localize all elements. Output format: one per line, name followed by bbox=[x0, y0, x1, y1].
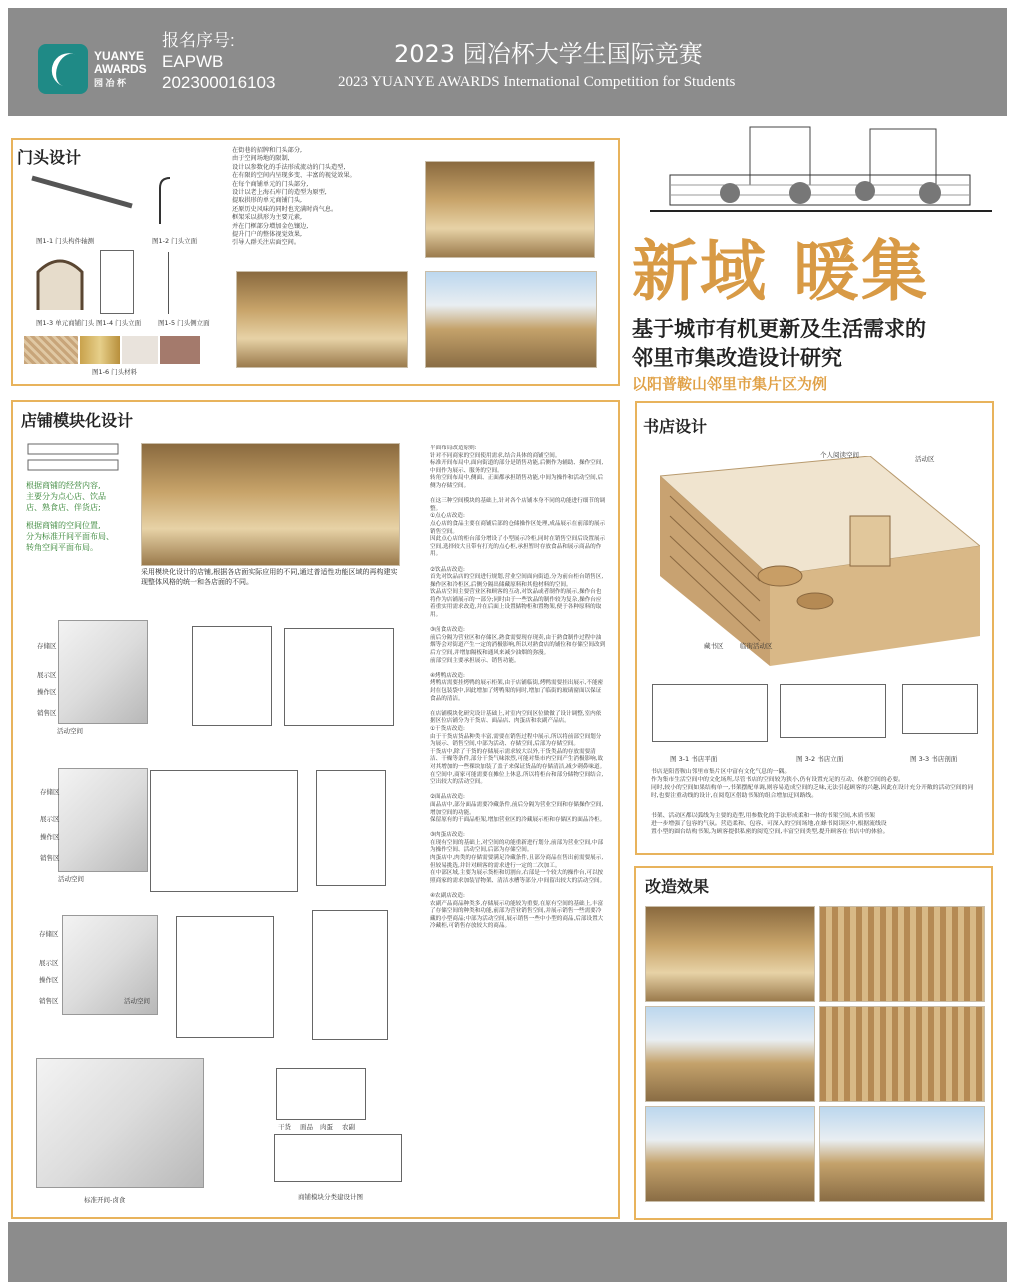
module-elevations-drawing bbox=[274, 1134, 402, 1182]
module-plan-3 bbox=[176, 916, 274, 1038]
module-iso-1 bbox=[58, 620, 148, 724]
competition-title-cn: 2023 园冶杯大学生国际竞赛 bbox=[394, 40, 703, 68]
bookstore-paragraph-2: 书架、活动区都以弧线为主要的造型,用参数化的手法形成柔和一体的书架空间,木质书架 进一步增强了包容的气氛。营造柔和、包容、可深入的空间场地,在蜂书阅读区中,根据流线设 置小型的圆台结构书架,为顾客提供私密的阅览空间,丰富空间类型,提升顾客在书店中的体验。 bbox=[651, 813, 889, 835]
door-design-title: 门头设计 bbox=[17, 148, 82, 167]
kind-noodles: 面品 bbox=[300, 1123, 313, 1131]
door-render-2 bbox=[236, 271, 408, 368]
door-caption-4: 图1-4 门头立面 bbox=[96, 319, 142, 327]
module-plans-drawing bbox=[276, 1068, 366, 1120]
effect-render-1 bbox=[645, 906, 815, 1002]
kind-farm-produce: 农副 bbox=[342, 1123, 355, 1131]
shop-layout-text: 根据商铺的空间位置, 分为标准开间平面布局、 转角空间平面布局。 bbox=[26, 521, 114, 552]
material-swatch-wood bbox=[24, 336, 78, 364]
material-swatch-gold bbox=[80, 336, 120, 364]
iso2-label-storage: 存储区 bbox=[40, 788, 60, 796]
bookstore-caption-1: 图 3-1 书店平面 bbox=[670, 755, 718, 763]
standard-bay-iso bbox=[36, 1058, 204, 1188]
door-elevation-drawing bbox=[100, 250, 134, 314]
door-detail-drawing bbox=[150, 174, 190, 228]
module-plan-2 bbox=[150, 770, 298, 892]
footer-bar bbox=[8, 1222, 1007, 1282]
door-description: 在街巷的招牌和门头部分, 由于空间场地的限制, 设计以参数化的手法形成流动的门头造型, 在有限的空间内呈现多变、丰富的视觉效果。 在每个商铺单元的门头部分, 设计以老上海石库门的造型为原型, 提取拱形的单元商铺门头, 还原历史风味的同时也充满时尚气息。 框架采以拱形为主要元素, 并在门框部分增加金色镶边, 提升门户的整体视觉效果, 引导人群关注店面空间。 bbox=[232, 147, 356, 247]
shop-module-title: 店铺模块化设计 bbox=[21, 411, 134, 430]
bookstore-caption-3: 图 3-3 书店剖面 bbox=[910, 755, 958, 763]
bookstore-elevation-drawing bbox=[780, 684, 886, 738]
logo-line-1: YUANYE bbox=[94, 49, 145, 63]
iso3-label-activity: 活动空间 bbox=[124, 997, 150, 1005]
iso2-label-display: 展示区 bbox=[40, 815, 60, 823]
street-elevation-drawing bbox=[650, 125, 992, 217]
standard-bay-caption: 标准开间-卤食 bbox=[84, 1196, 126, 1204]
iso1-label-sales: 销售区 bbox=[37, 709, 57, 717]
bookstore-plan-drawing bbox=[652, 684, 768, 742]
effect-render-3 bbox=[645, 1006, 815, 1102]
bookstore-section-drawing bbox=[902, 684, 978, 734]
yuanye-logo-icon bbox=[38, 44, 88, 94]
bookstore-label-reading: 个人阅读空间 bbox=[820, 451, 859, 459]
bookstore-label-street: 临街活动区 bbox=[740, 642, 773, 650]
bookstore-title: 书店设计 bbox=[643, 417, 708, 436]
iso1-label-display: 展示区 bbox=[37, 671, 57, 679]
project-subtitle-1: 基于城市有机更新及生活需求的 bbox=[632, 317, 926, 341]
iso2-label-activity: 活动空间 bbox=[58, 875, 84, 883]
iso2-label-operation: 操作区 bbox=[40, 833, 60, 841]
module-classification-caption: 商铺模块分类建设计图 bbox=[298, 1193, 363, 1201]
iso1-label-activity: 活动空间 bbox=[57, 727, 83, 735]
bookstore-caption-2: 图 3-2 书店立面 bbox=[796, 755, 844, 763]
iso1-label-operation: 操作区 bbox=[37, 688, 57, 696]
module-elevation-3 bbox=[312, 910, 388, 1040]
door-component-drawing bbox=[28, 172, 138, 212]
module-iso-2 bbox=[58, 768, 148, 872]
kind-meat-eggs: 肉蛋 bbox=[320, 1123, 333, 1131]
door-caption-2: 图1-2 门头立面 bbox=[152, 237, 198, 245]
iso1-label-storage: 存储区 bbox=[37, 642, 57, 650]
material-swatch-brick bbox=[160, 336, 200, 364]
registration-label: 报名序号: bbox=[162, 31, 235, 50]
project-subtitle-2: 邻里市集改造设计研究 bbox=[632, 346, 842, 370]
project-title: 新域 暖集 bbox=[632, 233, 929, 310]
bookstore-label-activity: 活动区 bbox=[915, 455, 935, 463]
effect-render-5 bbox=[645, 1106, 815, 1202]
shop-category-text: 根据商铺的经营内容, 主要分为点心店、饮品 店、熟食店、伴货店; bbox=[26, 481, 106, 512]
shop-plan-mini-drawing bbox=[26, 440, 126, 476]
module-elevation-2 bbox=[316, 770, 386, 886]
project-subtitle-3: 以阳普鞍山邻里市集片区为例 bbox=[632, 375, 828, 393]
shop-render-main bbox=[141, 443, 400, 566]
door-caption-3: 图1-3 单元商铺门头 bbox=[36, 319, 95, 327]
door-side-drawing bbox=[168, 252, 189, 314]
logo-line-2: AWARDS bbox=[94, 62, 147, 76]
effect-render-2 bbox=[819, 906, 985, 1002]
module-elevation-1b bbox=[284, 628, 394, 726]
door-caption-5: 图1-5 门头侧立面 bbox=[158, 319, 210, 327]
iso3-label-display: 展示区 bbox=[39, 959, 59, 967]
iso3-label-storage: 存储区 bbox=[39, 930, 59, 938]
iso3-label-operation: 操作区 bbox=[39, 976, 59, 984]
logo-line-3: 园 冶 杯 bbox=[94, 78, 127, 88]
kind-dry-goods: 干货 bbox=[278, 1123, 291, 1131]
registration-number: 202300016103 bbox=[162, 73, 276, 92]
shop-module-description: 平面布局改造原则: 针对不同商家的空间使用需求,结合具体的商铺空间。 标准开间布局中,面向街道的部分是销售功能,后侧作为辅助、操作空间,中间作为展示、服务的空间。 转角空间布局中,侧面、正面都承担销售功能,中间为操作和活动空间,后侧为存储空间。 在这三种空间模块的基础上,针对各个店铺本身不同的功能进行细节的调整。 ①点心店改造: 点心店的食品主要在商铺后部的仓储操作区处理,成品展示在前部的展示销售空间。 因此点心店的柜台部分增设了小型展示冷柜,同时在销售空间后设置展示空间,选择较大且带有打光的点心柜,承担暂时存放食品和展示商品的作用。 ②饮品店改造: 首先对饮品店的空间进行规划,营业空间面向街道,分为前台柜台销售区,操作区和冷柜区,后侧分隔出储藏原料和其他材料的空间。 饮品店空间主要营业区和顾客的互动,对饮品或者制作的展示,操作台也将作为店铺展示的一部分;同时由于一些饮品的制作较为复杂,操作台应着重实用需求改造,并在后面上设置储物柜和置物架,便于各种原料的取用。 ③卤食店改造: 前后分隔为营业区和存储区,熟食需要现存现卖,由于熟食制作过程中油烟等会对街道产生一定的消极影响,所以对熟食店的铺位和存储空间改到后方空间,并增加隔板和通风来减少油烟的弥漫。 前部空间主要承担展示、销售功能。 ④烤鸭店改造: 烤鸭店需要挂烤鸭的展示柜架,由于店铺临街,烤鸭需要挂出展示,不能密封在包装袋中,因此增加了烤鸭架的同时,增加了临街的玻璃窗面以保证食品的清洁。 在店铺模块化研究设计基础上,对室内空间区位做做了设计调整,室内依据区位店铺分为干货店、面品店、肉蛋店和农副产品店。 ①干货店改造: 由于干货店货品种类丰富,需要在销售过程中展示,所以将前部空间划分为展示、销售空间,中部为活动、存储空间,后部为存储空间。 干货店中,除了干货的存储展示需求较大以外,干货类品的存放需要清洁、干燥等条件,部分干货气味浓烈,可能对集市内空间产生消极影响,故对其增加的一些裸块加装了盖子来保证货品的存储清洁,减少刺鼻味道。 在空间中,商家可能需要在摊位上休息,所以将柜台和部分储物空间结合,空出较大的活动空间。 ②面品店改造: 面品店中,部分面品需要冷藏条件,前后分隔为营业空间和存储操作空间,增加空间的功能。 保留原有的干面品柜架,增加营业区的冷藏展示柜和存储区的面品冷柜。 ③肉蛋店改造: 在现有空间的基础上,对空间的功能重新进行划分,前部为营业空间,中部为操作空间、活动空间,后部为存储空间。 肉蛋店中,肉类的存储需要满足冷藏条件,且部分商品在售出前需要展示,但较易挑选,并针对顾客的需求进行一定的二次加工。 在中部区域,主要为展示货柜和切割台,右部是一个较大的操作台,可以按照商家的需求加装冒物架、清洁水槽等部分,中间留出较大的活动空间。 ④农副店改造: 农副产品商品种类多,存储展示功能较为重要,在原有空间的基础上,丰富了存储空间的种类和功能,前部为营业销售空间,并展示销售一些需要冷藏的小型商品;中部为活动空间,展示销售一些中小型的商品,后部设置大冷藏柜,可销售存放较大的商品。 bbox=[430, 445, 606, 930]
registration-code: EAPWB bbox=[162, 52, 224, 71]
iso3-label-sales: 销售区 bbox=[39, 997, 59, 1005]
door-caption-1: 图1-1 门头构件轴测 bbox=[36, 237, 95, 245]
effect-render-4 bbox=[819, 1006, 985, 1102]
door-caption-6: 图1-6 门头材料 bbox=[92, 368, 138, 376]
bookstore-paragraph-1: 书店是阳普鞍山邻里市集片区中富有文化气息的一隅。 作为集市生活空间中的文化场所,尽管书店的空间较为狭小,仍有设置充足的互动、休憩空间的必要。 同时,较小的空间如果结构单一,书架摆配单调,则容易造成空间的乏味,无法引起顾客的兴趣,因此在设计充分开敞的活动空间的同时,也要注重动线的设计,在阅览区借助书架的组合增加迂回路线。 bbox=[651, 769, 974, 799]
bookstore-section-render bbox=[660, 456, 980, 666]
iso2-label-sales: 销售区 bbox=[40, 854, 60, 862]
competition-title-en: 2023 YUANYE AWARDS International Competition for Students bbox=[338, 74, 736, 90]
door-arch-iso-drawing bbox=[34, 250, 86, 312]
effect-title: 改造效果 bbox=[645, 877, 710, 896]
door-render-1 bbox=[425, 161, 595, 258]
shop-module-caption: 采用模块化设计的店铺,根据各店面实际应用的不同,通过普适性功能区域的再构建实现整体风格的统一和各店面的不同。 bbox=[141, 568, 398, 586]
bookstore-label-storage: 藏书区 bbox=[704, 642, 724, 650]
effect-render-6 bbox=[819, 1106, 985, 1202]
module-elevation-1a bbox=[192, 626, 272, 726]
material-swatch-stone bbox=[122, 336, 158, 364]
door-render-3 bbox=[425, 271, 597, 368]
